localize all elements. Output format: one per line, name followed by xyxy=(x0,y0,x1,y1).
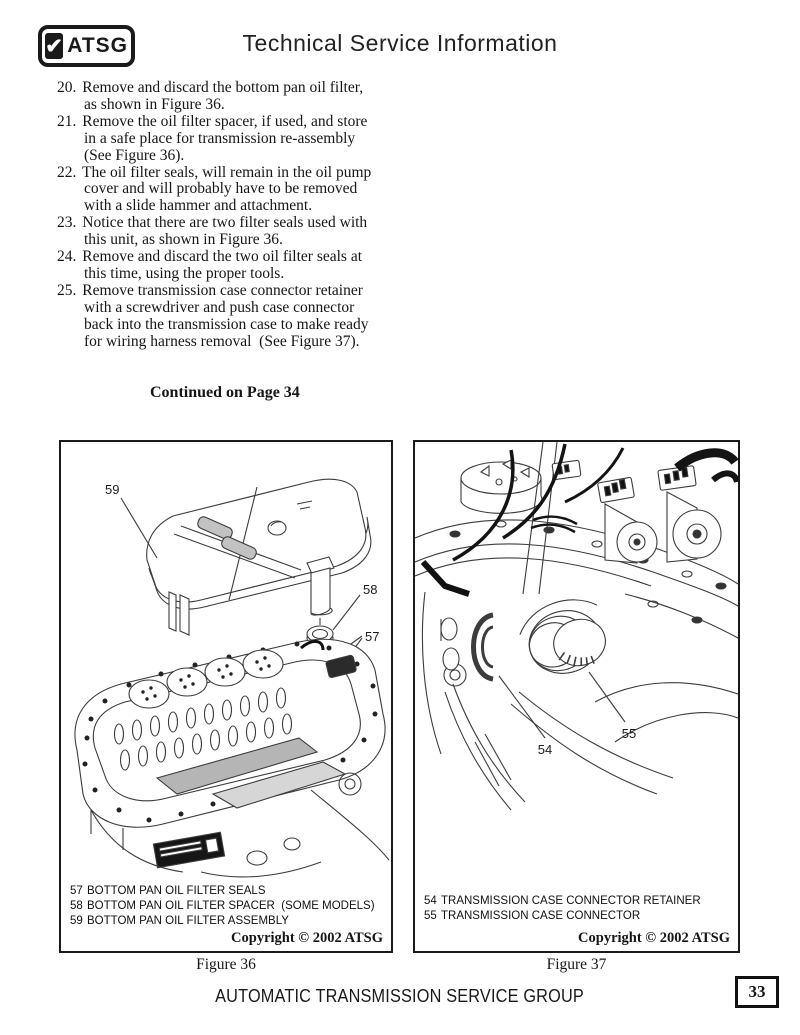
figure-37-box xyxy=(413,440,740,953)
callout-54: 54 xyxy=(537,742,553,757)
list-item xyxy=(57,215,379,249)
step-number: 22. xyxy=(57,163,77,181)
instruction-list xyxy=(57,80,379,351)
list-item xyxy=(57,249,379,283)
step-text: Remove and discard the two oil filter seals at this time, using the proper tools. xyxy=(82,248,363,282)
case-connector-diagram xyxy=(415,442,738,887)
callout-58: 58 xyxy=(363,582,378,597)
oil-filter-diagram xyxy=(61,442,391,882)
legend-row xyxy=(424,894,701,909)
step-text: Remove the oil filter spacer, if used, and store in a safe place for transmission re-assembly (See Figure 36). xyxy=(82,112,368,164)
list-item xyxy=(57,283,379,351)
figure-36-caption: Figure 36 xyxy=(196,956,256,973)
legend-num: 59 xyxy=(70,915,83,927)
copyright-line: Copyright © 2002 ATSG xyxy=(231,930,383,946)
legend-text: TRANSMISSION CASE CONNECTOR RETAINER xyxy=(441,895,701,907)
legend-text: BOTTOM PAN OIL FILTER SEALS xyxy=(87,885,266,897)
legend-text: BOTTOM PAN OIL FILTER SPACER (SOME MODELS) xyxy=(87,900,375,912)
logo-label: ATSG xyxy=(67,34,128,57)
step-text: Remove transmission case connector retainer with a screwdriver and push case connector back into the transmission case to make ready for wiring harness removal (See Figure 37). xyxy=(82,281,369,350)
figure-37-legend xyxy=(424,894,701,924)
step-text: Remove and discard the bottom pan oil filter, as shown in Figure 36. xyxy=(82,79,364,113)
legend-row xyxy=(424,909,701,924)
step-number: 25. xyxy=(57,281,77,299)
step-number: 20. xyxy=(57,79,77,96)
footer-org-text: AUTOMATIC TRANSMISSION SERVICE GROUP xyxy=(215,985,585,1006)
step-number: 23. xyxy=(57,214,77,232)
figure-37-caption: Figure 37 xyxy=(546,956,607,973)
copyright-line: Copyright © 2002 ATSG xyxy=(578,930,730,946)
figure-36-box xyxy=(59,440,393,953)
step-text: Notice that there are two filter seals used with this unit, as shown in Figure 36. xyxy=(82,214,368,249)
step-text: The oil filter seals, will remain in the oil pump cover and will probably have to be removed with a slide hammer and attachment. xyxy=(81,163,372,215)
legend-row xyxy=(70,914,375,929)
figure-36-legend xyxy=(70,884,375,929)
page-title: Technical Service Information xyxy=(242,30,558,56)
list-item xyxy=(57,80,379,114)
footer-organization xyxy=(0,985,800,1007)
callout-59: 59 xyxy=(105,482,120,497)
step-number: 21. xyxy=(57,112,77,130)
continued-note: Continued on Page 34 xyxy=(150,384,300,401)
callout-57: 57 xyxy=(365,629,380,644)
legend-text: BOTTOM PAN OIL FILTER ASSEMBLY xyxy=(87,915,289,927)
legend-num: 58 xyxy=(70,900,83,912)
legend-row xyxy=(70,899,375,914)
legend-row xyxy=(70,884,375,899)
legend-num: 55 xyxy=(424,910,437,922)
checkmark-icon: ✔ xyxy=(45,34,63,58)
list-item xyxy=(57,114,379,165)
legend-num: 54 xyxy=(424,895,437,907)
legend-num: 57 xyxy=(70,885,83,897)
callout-55: 55 xyxy=(621,726,637,741)
list-item xyxy=(57,165,379,216)
step-number: 24. xyxy=(57,248,77,266)
page-number-box: 33 xyxy=(735,976,779,1008)
legend-text: TRANSMISSION CASE CONNECTOR xyxy=(441,910,641,922)
